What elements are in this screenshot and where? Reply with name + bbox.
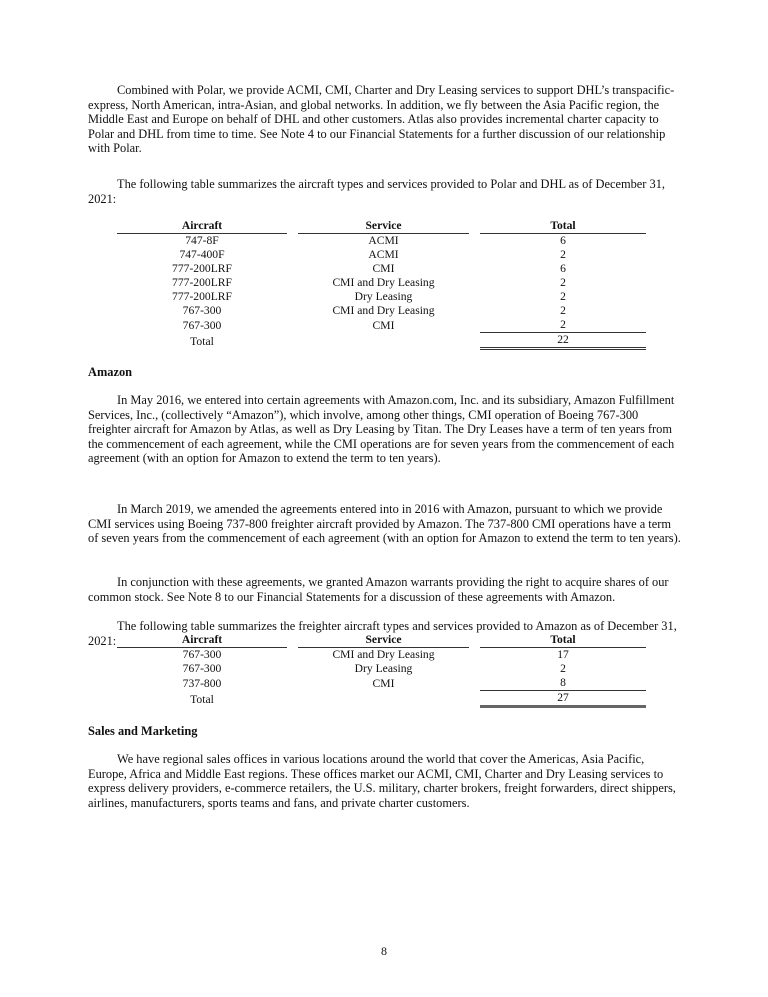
service-cell: CMI and Dry Leasing <box>332 276 435 289</box>
aircraft-cell: 767-300 <box>182 648 222 661</box>
total-cell: 6 <box>560 234 566 247</box>
total-cell: 2 <box>560 662 566 675</box>
table-row <box>117 234 646 248</box>
polar-dhl-aircraft-table <box>106 219 657 350</box>
column-header: Service <box>298 219 469 234</box>
column-header: Service <box>298 633 469 648</box>
amazon-section <box>88 365 682 380</box>
column-header: Aircraft <box>117 633 287 648</box>
intro-paragraph-2 <box>88 177 682 206</box>
aircraft-cell: 767-300 <box>182 304 222 317</box>
service-cell: ACMI <box>368 248 399 261</box>
total-cell: 2 <box>560 248 566 261</box>
aircraft-cell: 777-200LRF <box>172 276 232 289</box>
amazon-paragraph-2 <box>88 502 682 546</box>
table-row <box>117 676 646 691</box>
total-label: Total <box>190 692 214 706</box>
amazon-aircraft-table <box>106 633 657 708</box>
paragraph: Combined with Polar, we provide ACMI, CMI, Charter and Dry Leasing services to support DHL’s transpacific-express, North American, intra-Asian, and global networks. In addition, we fly between the Asia Pacific region, the Middle East and Europe on behalf of DHL and other customers. Atlas also provides incremental charter capacity to Polar and DHL from time to time. See Note 4 to our Financial Statements for a further discussion of our relationship with Polar. <box>88 83 675 156</box>
column-header: Total <box>480 633 646 648</box>
table-total-row <box>117 333 646 350</box>
table-total-row <box>117 691 646 708</box>
paragraph: The following table summarizes the freighter aircraft types and services provided to Amazon as of December 31, 2021: <box>88 619 677 648</box>
service-cell: Dry Leasing <box>354 662 413 675</box>
page-number: 8 <box>381 944 387 958</box>
paragraph: In March 2019, we amended the agreements entered into in 2016 with Amazon, pursuant to which we provide CMI services using Boeing 737-800 freighter aircraft provided by Amazon. The 737-800 CMI operations have a term of seven years from the commencement of each agreement (with an option for Amazon to extend the term to ten years). <box>88 502 681 546</box>
aircraft-cell: 767-300 <box>182 662 222 675</box>
amazon-paragraph-1 <box>88 393 682 466</box>
total-cell: 2 <box>560 304 566 317</box>
total-cell: 2 <box>480 318 646 333</box>
total-value: 27 <box>480 691 646 708</box>
service-cell: ACMI <box>368 234 399 247</box>
total-value: 22 <box>480 333 646 350</box>
service-cell: CMI and Dry Leasing <box>332 648 435 661</box>
service-cell: Dry Leasing <box>354 290 413 303</box>
table-row <box>117 290 646 304</box>
empty-cell <box>298 333 469 350</box>
sales-section <box>88 724 682 739</box>
table-header-row <box>117 633 646 648</box>
service-cell: CMI <box>372 318 395 332</box>
total-label: Total <box>190 334 214 348</box>
table-row <box>117 248 646 262</box>
aircraft-cell: 777-200LRF <box>172 262 232 275</box>
paragraph: In May 2016, we entered into certain agreements with Amazon.com, Inc. and its subsidiary, Amazon Fulfillment Services, Inc., (collectively “Amazon”), which involve, among other things, CMI operation of Boeing 767-300 freighter aircraft for Amazon by Atlas, as well as Dry Leasing by Titan. The Dry Leases have a term of ten years from the commencement of each agreement, while the CMI operations are for seven years from the commencement of each agreement (with an option for Amazon to extend the term to ten years). <box>88 393 675 466</box>
empty-cell <box>298 691 469 708</box>
table-row <box>117 318 646 333</box>
total-cell: 8 <box>480 676 646 691</box>
paragraph: The following table summarizes the aircraft types and services provided to Polar and DHL as of December 31, 2021: <box>88 177 665 206</box>
total-cell: 2 <box>560 276 566 289</box>
table-row <box>117 304 646 318</box>
aircraft-cell: 767-300 <box>182 318 222 332</box>
aircraft-cell: 777-200LRF <box>172 290 232 303</box>
aircraft-cell: 747-8F <box>185 234 219 247</box>
service-cell: CMI <box>372 676 395 690</box>
table-header-row <box>117 219 646 234</box>
paragraph: We have regional sales offices in various locations around the world that cover the Americas, Asia Pacific, Europe, Africa and Middle East regions. These offices market our ACMI, CMI, Charter and Dry Leasing services to express delivery providers, e-commerce retailers, the U.S. military, charter brokers, freight forwarders, direct shippers, airlines, manufacturers, sports teams and fans, and private charter customers. <box>88 752 676 810</box>
sales-paragraph <box>88 752 682 810</box>
total-cell: 2 <box>560 290 566 303</box>
table-row <box>117 648 646 662</box>
service-cell: CMI <box>372 262 395 275</box>
aircraft-cell: 737-800 <box>182 676 222 690</box>
paragraph: In conjunction with these agreements, we granted Amazon warrants providing the right to acquire shares of our common stock. See Note 8 to our Financial Statements for a discussion of these agreements with Amazon. <box>88 575 669 604</box>
service-cell: CMI and Dry Leasing <box>332 304 435 317</box>
intro-paragraph-1 <box>88 83 682 156</box>
total-cell: 6 <box>560 262 566 275</box>
table-row <box>117 276 646 290</box>
amazon-paragraph-3 <box>88 575 682 604</box>
table-row <box>117 262 646 276</box>
section-heading: Amazon <box>88 365 133 379</box>
column-header: Total <box>480 219 646 234</box>
total-cell: 17 <box>557 648 569 661</box>
table-row <box>117 662 646 676</box>
aircraft-cell: 747-400F <box>179 248 225 261</box>
section-heading: Sales and Marketing <box>88 724 198 738</box>
column-header: Aircraft <box>117 219 287 234</box>
